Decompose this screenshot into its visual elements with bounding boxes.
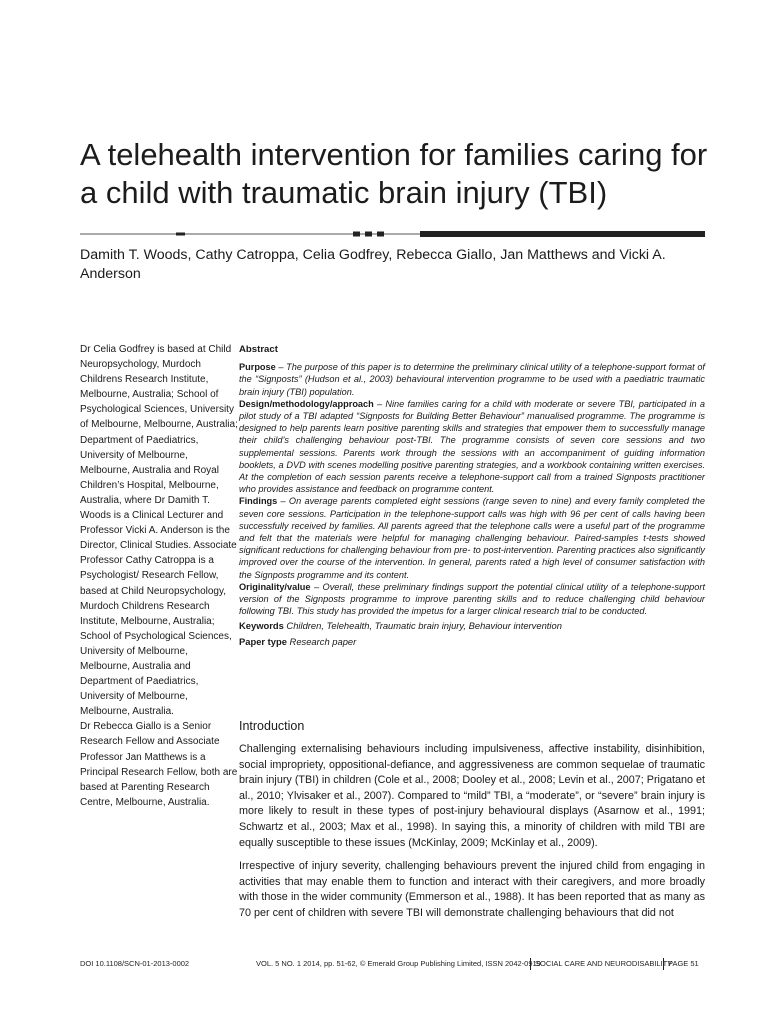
footer-journal-name: SOCIAL CARE AND NEURODISABILITY [530, 958, 672, 970]
article-title: A telehealth intervention for families caring for a child with traumatic brain injury (TBI) [80, 137, 708, 210]
footer-page-number: PAGE 51 [663, 958, 699, 970]
abstract-text: – Nine families caring for a child with moderate or severe TBI, participated in a pilot study of a TBI adapted “Signposts for Building Better Behaviour” manualised programme. The programme is designed to help parents learn positive parenting skills and strategies that empower them to successfully manage their child’s challenging behaviour post-TBI. The programme consists of seven core sessions and two supplemental sessions. Parents work through the sessions with an accompaniment of guiding information booklets, a DVD with scenes modelling positive parenting strategies, and a workbook containing written exercises. At the completion of each session parents receive a telephone-support call from a trained Signposts practitioner who provides assistance and feedback on programme content. [239, 398, 705, 495]
author-affiliations [80, 342, 238, 810]
title-divider [80, 229, 705, 239]
footer-doi: DOI 10.1108/SCN-01-2013-0002 [80, 959, 190, 968]
body-paragraph: Irrespective of injury severity, challenging behaviours prevent the injured child from engaging in activities that may enable them to function and interact with their caregivers, and more broadly with those in the wider community (Emmerson et al., 1988). It has been reported that as many as 70 per cent of children with severe TBI will demonstrate challenging behaviours that did not [239, 860, 705, 919]
abstract-design [239, 398, 705, 496]
affiliation-paragraph: Dr Rebecca Giallo is a Senior Research Fellow and Associate Professor Jan Matthews is a Principal Research Fellow, both are based at Parenting Research Centre, Melbourne, Australia. [80, 721, 238, 808]
abstract-text: – On average parents completed eight sessions (range seven to nine) and every family completed the seven core sessions. Participation in the telephone-support calls was high with 96 per cent of calls having been successfully received by families. All parents agreed that the telephone calls were a useful part of the programme and felt that the materials were helpful for managing challenging behaviour. Paired-samples t-tests showed significant reductions for challenging behaviour from pre- to post-intervention. Parenting practices also significantly improved over the course of the intervention. In general, parents rated a high level of consumer satisfaction with the Signposts programme and its content. [239, 496, 705, 580]
abstract-originality [239, 581, 705, 618]
abstract-label: Findings [239, 496, 278, 507]
abstract-heading: Abstract [239, 344, 278, 355]
introduction-body [239, 742, 705, 930]
abstract-label: Originality/value [239, 581, 311, 592]
abstract-text: – Overall, these preliminary findings support the potential clinical utility of a telephone-support version of the Signposts programme to improve parenting skills and to reduce challenging child behaviour following TBI. This study has provided the impetus for a larger clinical research trial to be conducted. [239, 581, 705, 617]
keywords-text: Children, Telehealth, Traumatic brain injury, Behaviour intervention [286, 620, 562, 632]
footer-volume-info: VOL. 5 NO. 1 2014, pp. 51-62, © Emerald Group Publishing Limited, ISSN 2042-0919 [256, 959, 541, 968]
affiliation-paragraph: Dr Celia Godfrey is based at Child Neuropsychology, Murdoch Childrens Research Institute, Melbourne, Australia; School of Psychological Sciences, University of Melbourne, Melbourne, Australia; Department of Paediatrics, University of Melbourne, Melbourne, Australia and Royal Children’s Hospital, Melbourne, Australia, where Dr Damith T. Woods is a Clinical Lecturer and Professor Vicki A. Anderson is the Director, Clinical Studies. Associate Professor Cathy Catroppa is a Psychologist/ Research Fellow, based at Child Neuropsychology, Murdoch Childrens Research Institute, Melbourne, Australia; School of Psychological Sciences, University of Melbourne, Melbourne, Australia and Department of Paediatrics, University of Melbourne, Melbourne, Australia. [80, 344, 238, 718]
author-list: Damith T. Woods, Cathy Catroppa, Celia Godfrey, Rebecca Giallo, Jan Matthews and Vicki A. Anderson [80, 247, 666, 282]
section-heading-introduction: Introduction [239, 719, 305, 733]
paper-type-label: Paper type [239, 635, 287, 647]
abstract-paper-type [239, 636, 705, 648]
abstract-block [239, 344, 705, 648]
abstract-purpose [239, 361, 705, 398]
abstract-text: – The purpose of this paper is to determine the preliminary clinical utility of a telephone-support format of the “Signposts” (Hudson et al., 2003) behavioural intervention programme to be used with a paediatric traumatic brain injury (TBI) population. [239, 362, 705, 397]
keywords-label: Keywords [239, 620, 284, 632]
abstract-findings [239, 495, 705, 580]
paper-type-text: Research paper [289, 635, 357, 647]
body-paragraph: Challenging externalising behaviours including impulsiveness, affective instability, disinhibition, social impropriety, oppositional-defiance, and aggressiveness are common sequelae of traumatic brain injury (TBI) in children (Cole et al., 2008; Dooley et al., 2008; Levin et al., 2007; Prigatano et al., 2010; Ylvisaker et al., 2007). Compared to “mild” TBI, a “moderate”, or “severe” brain injury is more likely to result in these types of post-injury behavioural displays (Asarnow et al., 1991; Schwartz et al., 2003; Max et al., 1998). In saying this, a minority of children with mild TBI are equally susceptible to these issues (McKinlay, 2009; McKinlay et al., 2009). [239, 743, 705, 849]
abstract-keywords [239, 620, 705, 632]
abstract-label: Purpose [239, 362, 276, 373]
abstract-label: Design/methodology/approach [239, 398, 374, 409]
